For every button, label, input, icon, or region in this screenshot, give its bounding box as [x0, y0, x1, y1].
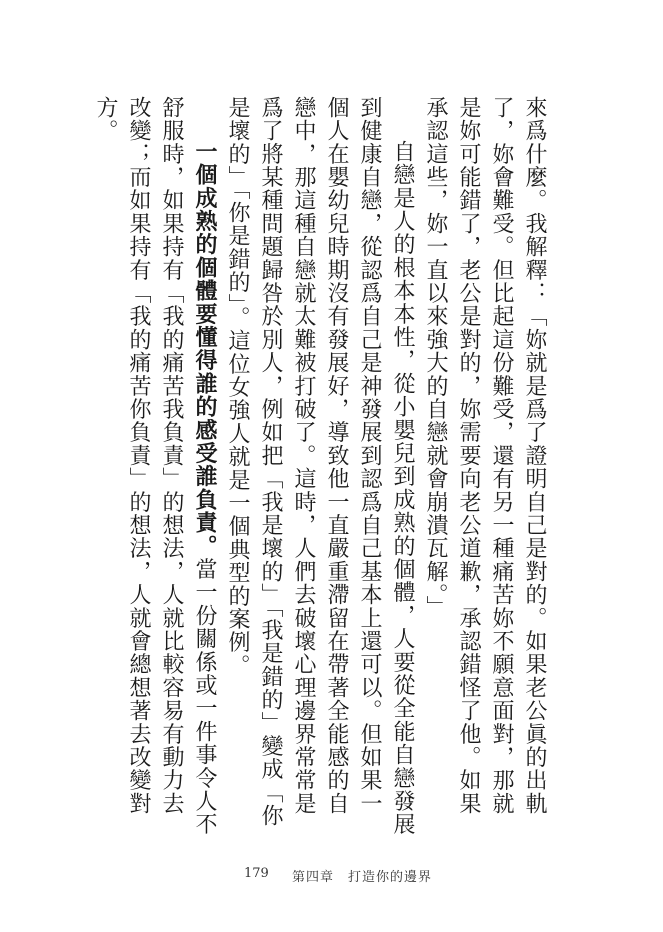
paragraph-3-text: 當一份關係或一件事令人不舒服時，如果持有「我的痛苦我負責」的想法，人就比較容易有動力去改變；而如果持有「我的痛苦你負責」的想法，人就會總想著去改變對方。 [93, 96, 217, 837]
page-number: 179 [244, 866, 269, 881]
body-text [89, 96, 551, 836]
paragraph-1: 來爲什麼。我解釋：「妳就是爲了證明自己是對的。如果老公眞的出軌了，妳會難受。但比起這份難受，還有另一種痛苦妳不願意面對，那就是妳可能錯了，老公是對的，妳需要向老公道歉，承認錯怪了他。如果承認這些，妳一直以來強大的自戀就會崩潰瓦解。」 [423, 96, 547, 816]
paragraph-3 [89, 96, 221, 836]
paragraph-3-bold-lead: 一個成熟的個體要懂得誰的感受誰負責。 [192, 140, 217, 558]
paragraph-2: 自戀是人的根本本性，從小嬰兒到成熟的個體，人要從全能自戀發展到健康自戀，從認爲自己是神發展到認爲自己基本上還可以。但如果一個人在嬰幼兒時期沒有發展好，導致他一直嚴重滯留在帶著全能感的自戀中，那這種自戀就太難被打破了。這時，人們去破壞心理邊界常常是爲了將某種問題歸咎於別人，例如把「我是壞的」「我是錯的」變成「你是壞的」「你是錯的」。這位女強人就是一個典型的案例。 [225, 96, 415, 836]
chapter-label: 第四章 打造你的邊界 [292, 870, 433, 885]
